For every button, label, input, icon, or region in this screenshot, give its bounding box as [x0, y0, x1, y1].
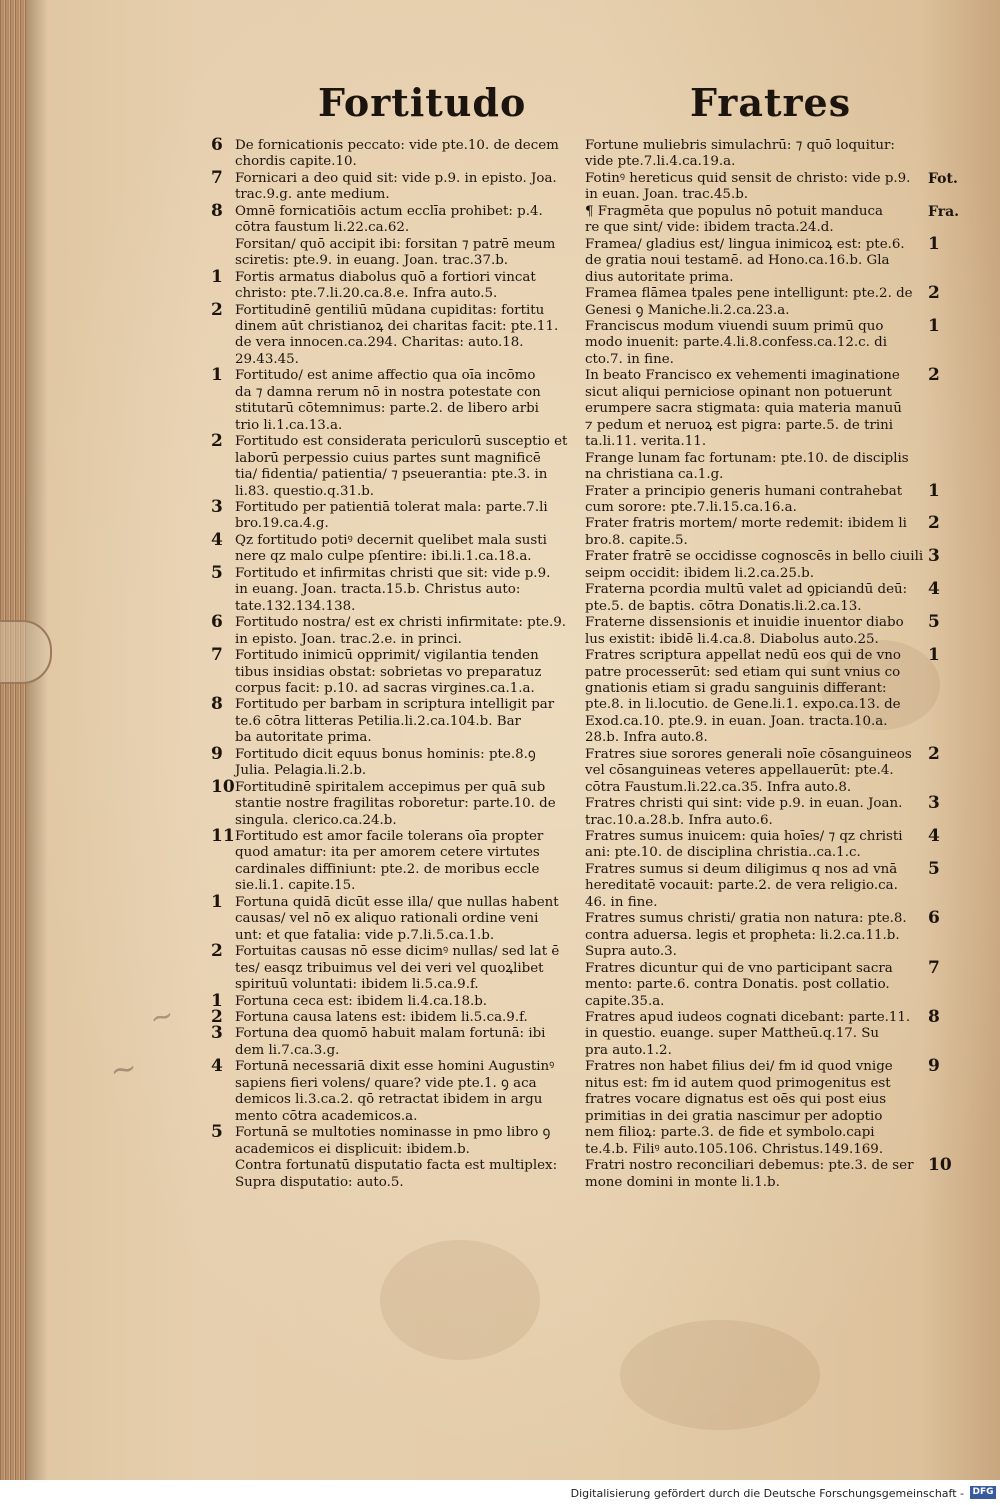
- entry-line: na christiana ca.1.g.: [585, 467, 724, 483]
- entry-line: cardinales diffiniunt: pte.2. de moribus eccle: [235, 861, 540, 877]
- left-index-entry: [211, 826, 575, 895]
- right-index-entry: [585, 203, 960, 237]
- entry-line: Franciscus modum viuendi suum primū quo: [585, 318, 884, 334]
- left-index-entry: [211, 776, 575, 829]
- entry-line: Fratres sumus inuicem: quia hoīes/ ⁊ qz christi: [585, 829, 903, 845]
- entry-line: ta.li.11. verita.11.: [585, 434, 707, 450]
- entry-number: 1: [211, 891, 223, 912]
- entry-number: 5: [928, 612, 940, 633]
- entry-line: Frater a principio generis humani contrahebat: [585, 483, 903, 499]
- entry-line: Genesi ꝯ Maniche.li.2.ca.23.a.: [585, 302, 790, 318]
- entry-number: 1: [928, 645, 940, 666]
- entry-line: Fortitudo per barbam in scriptura intelligit par: [235, 697, 555, 713]
- entry-number: 3: [211, 496, 223, 517]
- entry-number: 7: [211, 167, 223, 188]
- entry-line: Fortis armatus diabolus quō a fortiori vincat: [235, 269, 536, 285]
- entry-line: Frange lunam fac fortunam: pte.10. de disciplis: [585, 450, 909, 466]
- entry-line: Fortitudo nostra/ est ex christi infirmitate: pte.9.: [235, 615, 567, 631]
- entry-line: Fratres apud iudeos cognati dicebant: parte.11.: [585, 1010, 911, 1026]
- entry-number: 2: [211, 431, 223, 452]
- entry-line: de vera innocen.ca.294. Charitas: auto.18.: [235, 335, 524, 351]
- entry-number: 2: [928, 743, 940, 764]
- right-index-entry: [585, 315, 940, 368]
- left-index-entry: [211, 496, 575, 533]
- entry-line: sciretis: pte.9. in euang. Joan. trac.37.b.: [235, 253, 509, 269]
- entry-line: gnationis etiam si gradu sanguinis differant:: [585, 680, 887, 696]
- entry-line: Fornicari a deo quid sit: vide p.9. in episto. Joa.: [235, 170, 557, 186]
- entry-number: 3: [928, 546, 940, 567]
- entry-line: tibus insidias obstat: sobrietas vo preparatuz: [235, 664, 542, 680]
- entry-line: Frater fratrē se occidisse cognoscēs in bello ciuili: [585, 549, 924, 565]
- footer-bar: [0, 1480, 1000, 1505]
- dfg-logo: DFG: [970, 1486, 996, 1499]
- entry-line: tes/ easqz tribuimus vel dei veri vel quoꝝlibet: [235, 960, 544, 976]
- entry-line: Fratres dicuntur qui de vno participant sacra: [585, 960, 893, 976]
- right-index-entry: [585, 1007, 940, 1059]
- entry-line: causas/ vel nō ex aliquo rationali ordine veni: [235, 911, 539, 927]
- entry-number: 2: [928, 283, 940, 304]
- right-index-entry: [585, 612, 940, 648]
- entry-line: fratres vocare dignatus est oēs qui post eius: [585, 1092, 887, 1108]
- left-index-entry: [211, 891, 575, 944]
- entry-line: corpus facit: p.10. ad sacras virgines.ca.1.a.: [235, 680, 535, 696]
- right-index-entry: [585, 908, 940, 960]
- entry-line: 28.b. Infra auto.8.: [585, 730, 708, 746]
- entry-line: chordis capite.10.: [235, 154, 357, 170]
- entry-line: unt: et que fatalia: vide p.7.li.5.ca.1.b.: [235, 927, 495, 943]
- entry-line: nere qz malo culpe pſentire: ibi.li.1.ca.18.a.: [235, 549, 532, 565]
- left-index-entry: [211, 562, 575, 615]
- entry-line: Fotinꝰ hereticus quid sensit de christo: vide p.9.: [585, 170, 911, 186]
- entry-line: bro.19.ca.4.g.: [235, 516, 329, 532]
- entry-line: capite.35.a.: [585, 993, 665, 1009]
- entry-line: vel cōsanguineas veteres appellauerūt: pte.4.: [585, 763, 894, 779]
- entry-line: Supra disputatio: auto.5.: [235, 1174, 404, 1190]
- entry-number: 11: [211, 826, 235, 847]
- entry-line: trac.9.g. ante medium.: [235, 187, 390, 203]
- entry-line: stantie nostre fragilitas roboretur: parte.10. de: [235, 796, 556, 812]
- entry-line: seipm occidit: ibidem li.2.ca.25.b.: [585, 565, 815, 581]
- left-index-entry: [211, 365, 575, 434]
- handwritten-annotation: ~: [146, 997, 178, 1036]
- entry-number: 2: [928, 513, 940, 534]
- right-index-entry: [585, 233, 940, 286]
- entry-line: cto.7. in fine.: [585, 351, 674, 367]
- entry-line: in euan. Joan. trac.45.b.: [585, 187, 749, 203]
- entry-line: vide pte.7.li.4.ca.19.a.: [585, 154, 736, 170]
- right-index-entry: [585, 793, 940, 829]
- entry-line: primitias in dei gratia nascimur per adoptio: [585, 1108, 883, 1124]
- entry-line: nem filioꝝ: parte.3. de fide et symbolo.capi: [585, 1125, 875, 1141]
- entry-line: modo inuenit: parte.4.li.8.confess.ca.12.c. di: [585, 335, 888, 351]
- right-index-entry: [585, 645, 940, 747]
- entry-line: Fortitudo dicit equus bonus hominis: pte.8.ꝯ: [235, 746, 536, 762]
- entry-line: dinem aūt christianoꝝ dei charitas facit: pte.11.: [235, 318, 559, 334]
- entry-line: Fortuna ceca est: ibidem li.4.ca.18.b.: [235, 993, 488, 1009]
- entry-line: Fortuitas causas nō esse dicimꝰ nullas/ sed lat ē: [235, 944, 560, 960]
- entry-line: sie.li.1. capite.15.: [235, 878, 356, 894]
- entry-line: trac.10.a.28.b. Infra auto.6.: [585, 812, 773, 828]
- entry-number: 10: [211, 776, 235, 797]
- entry-number: 2: [211, 941, 223, 962]
- entry-line: Supra auto.3.: [585, 944, 677, 960]
- entry-number: 8: [211, 694, 223, 715]
- entry-line: Fratres sumus christi/ gratia non natura: pte.8.: [585, 911, 907, 927]
- entry-line: tate.132.134.138.: [235, 598, 356, 614]
- entry-number: 10: [928, 1155, 952, 1176]
- right-index-entry: [585, 451, 925, 484]
- left-index-entry: [211, 529, 575, 566]
- entry-number: 6: [928, 908, 940, 929]
- entry-line: cum sorore: pte.7.li.15.ca.16.a.: [585, 499, 797, 515]
- entry-line: bro.8. capite.5.: [585, 532, 688, 548]
- left-index-entry: [211, 200, 575, 237]
- right-index-entry: [585, 170, 958, 204]
- entry-line: contra aduersa. legis et propheta: li.2.ca.11.b.: [585, 927, 900, 943]
- left-index-entry: [211, 1023, 575, 1059]
- entry-line: Forsitan/ quō accipit ibi: forsitan ⁊ patrē meum: [235, 236, 556, 252]
- gutter-shadow: [26, 0, 48, 1480]
- entry-number: 7: [211, 645, 223, 666]
- entry-line: Fratres christi qui sint: vide p.9. in euan. Joan.: [585, 796, 903, 812]
- entry-number: 6: [211, 612, 223, 633]
- entry-line: cōtra faustum li.22.ca.62.: [235, 220, 410, 236]
- entry-line: Fortitudinē spiritalem accepimus per quā sub: [235, 779, 546, 795]
- left-index-entry: [211, 990, 575, 1011]
- entry-line: Fortuna quidā dicūt esse illa/ que nullas habent: [235, 894, 559, 910]
- left-index-entry: [211, 612, 575, 648]
- entry-line: hereditatē vocauit: parte.2. de vera religio.ca.: [585, 878, 898, 894]
- entry-line: Fortunā se multoties nominasse in pmo libro ꝯ: [235, 1125, 551, 1141]
- entry-line: academicos ei displicuit: ibidem.b.: [235, 1141, 470, 1157]
- footer-text: Digitalisierung gefördert durch die Deutsche Forschungsgemeinschaft -: [570, 1487, 964, 1500]
- entry-line: Fortitudo per patientiā tolerat mala: parte.7.li: [235, 499, 548, 515]
- right-index-entry: [585, 480, 940, 517]
- entry-line: pra auto.1.2.: [585, 1042, 672, 1058]
- right-index-entry: [585, 957, 940, 1010]
- entry-number: 1: [928, 315, 940, 336]
- entry-number: 1: [928, 233, 940, 254]
- entry-line: in euang. Joan. tracta.15.b. Christus auto:: [235, 582, 521, 598]
- entry-line: quod amatur: ita per amorem cetere virtutes: [235, 845, 540, 861]
- entry-number: 2: [211, 299, 223, 320]
- entry-line: Fortitudo est considerata periculorū susceptio et: [235, 434, 568, 450]
- entry-line: lus existit: ibidē li.4.ca.8. Diabolus auto.25.: [585, 631, 879, 647]
- entry-line: pte.5. de baptis. cōtra Donatis.li.2.ca.13.: [585, 598, 862, 614]
- right-index-entry: [585, 283, 940, 319]
- left-index-entry: [211, 431, 575, 500]
- marginal-heading: Fot.: [928, 170, 958, 187]
- entry-line: ¶ Fragmēta que populus nō potuit manduca: [585, 203, 883, 219]
- entry-line: Fortuna causa latens est: ibidem li.5.ca.9.f.: [235, 1010, 528, 1026]
- entry-number: 3: [928, 793, 940, 814]
- entry-line: Frater fratris mortem/ morte redemit: ibidem li: [585, 516, 907, 532]
- entry-number: 5: [928, 858, 940, 879]
- right-index-entry: [585, 1155, 952, 1191]
- entry-line: Omnē fornicatiōis actum ecclīa prohibet: p.4.: [235, 203, 543, 219]
- entry-line: Fortitudo inimicū opprimit/ vigilantia tenden: [235, 648, 539, 664]
- left-index-entry: [211, 1056, 575, 1125]
- entry-line: Fraterna pcordia multū valet ad ꝯpiciandū deū:: [585, 582, 908, 598]
- entry-line: Fraterne dissensionis et inuidie inuentor diabo: [585, 615, 904, 631]
- left-index-entry: [211, 645, 575, 697]
- right-index-entry: [585, 513, 940, 549]
- entry-line: In beato Francisco ex vehementi imaginatione: [585, 368, 900, 384]
- left-index-entry: [211, 167, 575, 204]
- entry-line: Fortitudo est amor facile tolerans oīa propter: [235, 829, 544, 845]
- left-index-entry: [211, 694, 575, 746]
- entry-line: pte.8. in li.locutio. de Gene.li.1. expo.ca.13. de: [585, 697, 901, 713]
- entry-line: Fortitudo/ est anime affectio qua oīa incōmo: [235, 368, 536, 384]
- entry-line: De fornicationis peccato: vide pte.10. de decem: [235, 138, 559, 153]
- entry-line: mento cōtra academicos.a.: [235, 1108, 418, 1124]
- entry-line: singula. clerico.ca.24.b.: [235, 812, 397, 828]
- entry-line: Fratri nostro reconciliari debemus: pte.3. de ser: [585, 1158, 914, 1174]
- entry-number: 2: [928, 365, 940, 386]
- entry-line: 46. in fine.: [585, 894, 658, 910]
- entry-line: Framea flāmea tpales pene intelligunt: pte.2. de: [585, 286, 913, 302]
- entry-number: 7: [928, 957, 940, 978]
- entry-line: li.83. questio.q.31.b.: [235, 483, 375, 499]
- entry-line: Fortitudo et infirmitas christi que sit: vide p.9.: [235, 565, 551, 581]
- entry-line: de gratia noui testamē. ad Hono.ca.16.b. Gla: [585, 253, 890, 269]
- entry-number: 3: [211, 1023, 223, 1044]
- entry-number: 5: [211, 562, 223, 583]
- entry-number: 2: [211, 1007, 223, 1028]
- right-index-entry: [585, 858, 940, 911]
- entry-line: re que sint/ vide: ibidem tracta.24.d.: [585, 220, 834, 236]
- right-index-entry: [585, 579, 940, 615]
- entry-line: Framea/ gladius est/ lingua inimicoꝝ est: pte.6.: [585, 236, 905, 252]
- entry-line: Fortune muliebris simulachrū: ⁊ quō loquitur:: [585, 138, 895, 153]
- left-index-entry: [211, 266, 575, 303]
- header-left: Fortitudo: [318, 80, 527, 125]
- left-index-entry: [235, 237, 575, 270]
- entry-line: trio li.1.ca.13.a.: [235, 417, 343, 433]
- stain: [380, 1240, 540, 1360]
- entry-line: dius autoritate prima.: [585, 269, 734, 285]
- left-index-entry: [211, 1122, 575, 1158]
- entry-line: laborū perpessio cuius partes sunt magnificē: [235, 450, 541, 466]
- left-index-entry: [211, 1007, 575, 1028]
- entry-line: sapiens fieri volens/ quare? vide pte.1. ꝯ aca: [235, 1075, 537, 1091]
- entry-number: 1: [928, 480, 940, 501]
- entry-number: 1: [211, 990, 223, 1011]
- entry-number: 4: [928, 826, 940, 847]
- entry-line: erumpere sacra stigmata: quia materia manuū: [585, 401, 902, 417]
- entry-line: Fortunā necessariā dixit esse homini Augustinꝰ: [235, 1059, 555, 1075]
- entry-line: mone domini in monte li.1.b.: [585, 1174, 780, 1190]
- right-column: [585, 138, 960, 1191]
- entry-line: ani: pte.10. de disciplina christia..ca.1.c.: [585, 845, 861, 861]
- entry-line: mento: parte.6. contra Donatis. post collatio.: [585, 977, 890, 993]
- entry-number: 9: [211, 743, 223, 764]
- entry-line: Fortuna dea quomō habuit malam fortunā: ibi: [235, 1026, 546, 1042]
- left-index-entry: [211, 299, 575, 369]
- entry-number: 4: [928, 579, 940, 600]
- entry-line: patre processerūt: sed etiam qui sunt vnius co: [585, 664, 901, 680]
- right-index-entry: [585, 365, 940, 450]
- entry-line: stitutarū cōtemnimus: parte.2. de libero arbi: [235, 401, 539, 417]
- entry-line: ba autoritate prima.: [235, 730, 372, 746]
- right-index-entry: [585, 1056, 940, 1158]
- entry-number: 4: [211, 1056, 223, 1077]
- entry-line: tia/ fidentia/ patientia/ ⁊ pseuerantia: pte.3. in: [235, 467, 548, 483]
- entry-line: ⁊ pedum et neruoꝝ est pigra: parte.5. de trini: [585, 417, 894, 433]
- entry-line: dem li.7.ca.3.g.: [235, 1042, 340, 1058]
- entry-number: 5: [211, 1122, 223, 1143]
- right-index-entry: [585, 138, 925, 171]
- header-right: Fratres: [690, 80, 852, 125]
- right-index-entry: [585, 743, 940, 796]
- left-index-entry: [235, 1158, 575, 1191]
- entry-number: 1: [211, 365, 223, 386]
- entry-line: demicos li.3.ca.2. qō retractat ibidem in argu: [235, 1092, 543, 1108]
- entry-line: te.4.b. Filiꝰ auto.105.106. Christus.149.169.: [585, 1141, 884, 1157]
- entry-line: cōtra Faustum.li.22.ca.35. Infra auto.8.: [585, 779, 852, 795]
- entry-line: nitus est: fm id autem quod primogenitus est: [585, 1075, 891, 1091]
- entry-line: christo: pte.7.li.20.ca.8.e. Infra auto.5.: [235, 286, 498, 302]
- entry-line: in episto. Joan. trac.2.e. in princi.: [235, 631, 462, 647]
- entry-line: da ⁊ damna rerum nō in nostra potestate con: [235, 384, 541, 400]
- entry-number: 8: [211, 200, 223, 221]
- right-index-entry: [585, 546, 940, 582]
- stain: [620, 1320, 820, 1430]
- entry-line: Exod.ca.10. pte.9. in euan. Joan. tracta.10.a.: [585, 713, 888, 729]
- left-index-entry: [211, 941, 575, 993]
- entry-line: te.6 cōtra litteras Petilia.li.2.ca.104.b. Bar: [235, 713, 521, 729]
- entry-line: Contra fortunatū disputatio facta est multiplex:: [235, 1158, 558, 1174]
- entry-line: Fratres siue sorores generali noīe cōsanguineos: [585, 746, 912, 762]
- entry-line: sicut aliqui perniciose opinant non potuerunt: [585, 384, 892, 400]
- entry-line: Fratres scriptura appellat nedū eos qui de vno: [585, 648, 901, 664]
- handwritten-annotation: ~: [106, 1047, 140, 1091]
- entry-number: 8: [928, 1007, 940, 1028]
- entry-line: 29.43.45.: [235, 351, 299, 367]
- entry-number: 6: [211, 135, 223, 155]
- entry-number: 9: [928, 1056, 940, 1077]
- left-index-entry: [211, 135, 575, 171]
- entry-line: Qz fortitudo potiꝰ decernit quelibet mala susti: [235, 532, 547, 548]
- entry-line: spirituū voluntati: ibidem li.5.ca.9.f.: [235, 977, 479, 993]
- entry-number: 1: [211, 266, 223, 287]
- entry-line: in questio. euange. super Mattheū.q.17. Su: [585, 1026, 880, 1042]
- left-column: [211, 135, 575, 1191]
- entry-number: 4: [211, 529, 223, 550]
- right-index-entry: [585, 826, 940, 862]
- entry-line: Julia. Pelagia.li.2.b.: [235, 763, 367, 779]
- marginal-heading: Fra.: [928, 203, 960, 220]
- entry-line: Fortitudinē gentiliū mūdana cupiditas: fortitu: [235, 302, 545, 318]
- entry-line: Fratres sumus si deum diligimus q nos ad vnā: [585, 861, 898, 877]
- entry-line: Fratres non habet filius dei/ fm id quod vnige: [585, 1059, 893, 1075]
- page-stack-edge: [0, 0, 26, 1480]
- left-index-entry: [211, 743, 575, 780]
